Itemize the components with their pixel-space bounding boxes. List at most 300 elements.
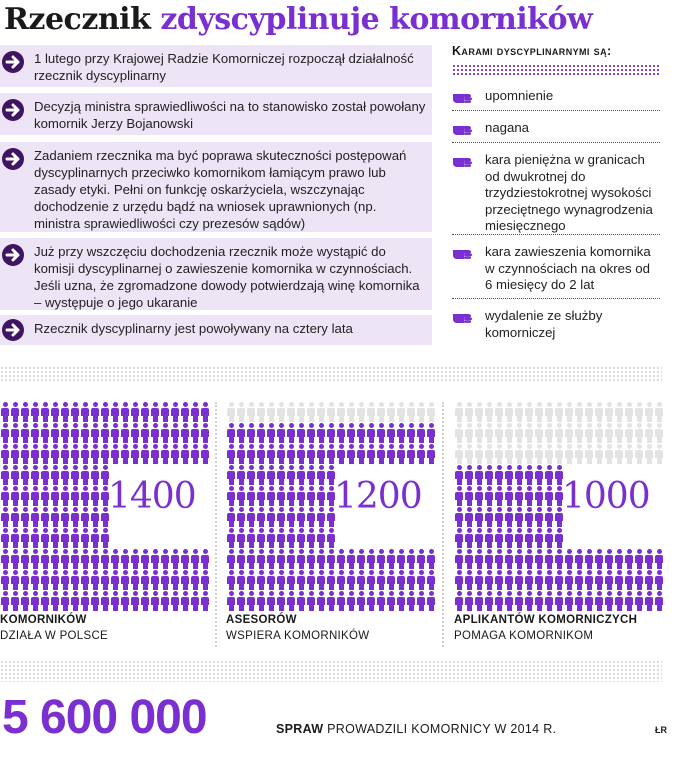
person-icon	[376, 570, 386, 590]
person-icon	[236, 465, 246, 485]
person-icon	[504, 486, 514, 506]
person-icon	[514, 444, 524, 464]
person-icon	[426, 444, 436, 464]
person-icon	[504, 402, 514, 422]
person-icon	[120, 570, 130, 590]
person-icon	[584, 570, 594, 590]
person-icon	[316, 465, 326, 485]
person-icon	[100, 402, 110, 422]
person-icon	[150, 423, 160, 443]
person-icon	[30, 507, 40, 527]
person-icon	[40, 444, 50, 464]
person-icon	[634, 402, 644, 422]
person-icon	[524, 591, 534, 611]
person-icon	[236, 528, 246, 548]
person-icon	[150, 444, 160, 464]
fact-panel	[0, 45, 432, 87]
person-icon	[306, 507, 316, 527]
person-icon	[346, 402, 356, 422]
person-icon	[120, 549, 130, 569]
person-icon	[276, 549, 286, 569]
person-icon	[624, 402, 634, 422]
penalty-text: upomnienie	[485, 88, 554, 103]
person-icon	[316, 570, 326, 590]
person-icon	[464, 402, 474, 422]
person-icon	[454, 570, 464, 590]
person-icon	[0, 570, 10, 590]
penalty-separator	[452, 234, 660, 236]
person-icon	[110, 402, 120, 422]
person-icon	[120, 423, 130, 443]
person-icon	[514, 486, 524, 506]
person-icon	[416, 570, 426, 590]
person-icon	[316, 423, 326, 443]
person-icon	[366, 423, 376, 443]
person-icon	[554, 423, 564, 443]
person-icon	[614, 444, 624, 464]
person-icon	[276, 465, 286, 485]
person-icon	[256, 423, 266, 443]
person-icon	[0, 465, 10, 485]
person-icon	[494, 486, 504, 506]
person-icon	[346, 444, 356, 464]
person-icon	[286, 507, 296, 527]
person-icon	[396, 591, 406, 611]
person-icon	[564, 423, 574, 443]
person-icon	[494, 423, 504, 443]
total-cases-label-bold: SPRAW	[276, 722, 324, 736]
person-icon	[584, 402, 594, 422]
person-icon	[514, 591, 524, 611]
person-icon	[504, 591, 514, 611]
person-icon	[30, 591, 40, 611]
person-icon	[604, 423, 614, 443]
person-icon	[614, 570, 624, 590]
person-icon	[454, 549, 464, 569]
person-icon	[644, 591, 654, 611]
person-icon	[514, 549, 524, 569]
person-icon	[356, 570, 366, 590]
person-icon	[614, 402, 624, 422]
person-icon	[534, 465, 544, 485]
person-icon	[110, 549, 120, 569]
pointing-hand-icon	[452, 152, 478, 168]
person-icon	[504, 444, 514, 464]
person-icon	[396, 570, 406, 590]
person-icon	[236, 507, 246, 527]
person-icon	[130, 549, 140, 569]
person-icon	[296, 507, 306, 527]
person-icon	[50, 591, 60, 611]
person-icon	[484, 549, 494, 569]
person-icon	[514, 423, 524, 443]
person-icon	[406, 591, 416, 611]
person-icon	[416, 549, 426, 569]
person-icon	[474, 402, 484, 422]
person-icon	[534, 444, 544, 464]
pointing-hand-icon	[452, 244, 478, 260]
person-icon	[246, 402, 256, 422]
person-icon	[30, 402, 40, 422]
person-icon	[406, 402, 416, 422]
person-icon	[276, 528, 286, 548]
person-icon	[326, 444, 336, 464]
person-icon	[494, 570, 504, 590]
group-label-bold: KOMORNIKÓW	[0, 614, 87, 626]
person-icon	[266, 591, 276, 611]
person-icon	[426, 549, 436, 569]
person-icon	[346, 570, 356, 590]
group-label: POMAGA KOMORNIKOM	[454, 630, 594, 642]
person-icon	[130, 444, 140, 464]
bottom-dot-band	[0, 660, 662, 682]
person-icon	[190, 570, 200, 590]
person-icon	[524, 402, 534, 422]
person-icon	[0, 528, 10, 548]
person-icon	[60, 423, 70, 443]
person-icon	[534, 528, 544, 548]
person-icon	[654, 570, 664, 590]
person-icon	[80, 486, 90, 506]
person-icon	[276, 486, 286, 506]
person-icon	[226, 570, 236, 590]
person-icon	[70, 444, 80, 464]
person-icon	[226, 423, 236, 443]
person-icon	[296, 549, 306, 569]
person-icon	[296, 423, 306, 443]
person-icon	[296, 486, 306, 506]
person-icon	[180, 549, 190, 569]
person-icon	[316, 402, 326, 422]
person-icon	[10, 423, 20, 443]
person-icon	[376, 591, 386, 611]
person-icon	[316, 591, 326, 611]
person-icon	[644, 549, 654, 569]
person-icon	[190, 591, 200, 611]
person-icon	[246, 528, 256, 548]
person-icon	[574, 549, 584, 569]
person-icon	[286, 444, 296, 464]
person-icon	[80, 402, 90, 422]
person-icon	[406, 570, 416, 590]
person-icon	[100, 591, 110, 611]
person-icon	[416, 444, 426, 464]
person-icon	[80, 591, 90, 611]
person-icon	[306, 486, 316, 506]
person-icon	[386, 570, 396, 590]
person-icon	[60, 444, 70, 464]
person-icon	[70, 528, 80, 548]
person-icon	[316, 528, 326, 548]
person-icon	[50, 507, 60, 527]
person-icon	[90, 528, 100, 548]
person-icon	[100, 570, 110, 590]
person-icon	[624, 591, 634, 611]
person-icon	[236, 549, 246, 569]
person-icon	[266, 570, 276, 590]
person-icon	[60, 465, 70, 485]
person-icon	[286, 423, 296, 443]
person-icon	[534, 486, 544, 506]
person-icon	[256, 507, 266, 527]
fact-panel	[0, 142, 432, 232]
person-icon	[10, 570, 20, 590]
person-icon	[246, 465, 256, 485]
person-icon	[266, 486, 276, 506]
person-icon	[544, 486, 554, 506]
person-icon	[504, 423, 514, 443]
person-icon	[190, 423, 200, 443]
pointing-hand-icon	[452, 120, 478, 136]
person-icon	[474, 444, 484, 464]
person-icon	[296, 528, 306, 548]
person-icon	[654, 444, 664, 464]
penalty-separator	[452, 298, 660, 300]
person-icon	[604, 549, 614, 569]
person-icon	[534, 507, 544, 527]
person-icon	[484, 591, 494, 611]
person-icon	[326, 528, 336, 548]
person-icon	[30, 423, 40, 443]
person-icon	[0, 507, 10, 527]
person-icon	[574, 402, 584, 422]
person-icon	[276, 402, 286, 422]
person-icon	[170, 444, 180, 464]
person-icon	[386, 591, 396, 611]
person-icon	[634, 591, 644, 611]
person-icon	[644, 570, 654, 590]
person-icon	[246, 570, 256, 590]
person-icon	[654, 402, 664, 422]
person-icon	[396, 444, 406, 464]
person-icon	[494, 591, 504, 611]
person-icon	[150, 549, 160, 569]
person-icon	[110, 444, 120, 464]
person-icon	[80, 465, 90, 485]
person-icon	[426, 591, 436, 611]
person-icon	[50, 423, 60, 443]
person-icon	[464, 528, 474, 548]
person-icon	[504, 549, 514, 569]
person-icon	[306, 591, 316, 611]
person-icon	[306, 528, 316, 548]
person-icon	[286, 402, 296, 422]
person-icon	[200, 549, 210, 569]
person-icon	[90, 486, 100, 506]
person-icon	[356, 423, 366, 443]
person-icon	[10, 486, 20, 506]
person-icon	[140, 570, 150, 590]
person-icon	[484, 486, 494, 506]
person-icon	[554, 570, 564, 590]
person-icon	[544, 528, 554, 548]
person-icon	[226, 465, 236, 485]
title-part-1: Rzecznik	[4, 2, 151, 37]
person-icon	[356, 402, 366, 422]
person-icon	[140, 591, 150, 611]
person-icon	[100, 444, 110, 464]
person-icon	[564, 549, 574, 569]
person-icon	[110, 591, 120, 611]
person-icon	[60, 570, 70, 590]
person-icon	[276, 423, 286, 443]
person-icon	[10, 549, 20, 569]
person-icon	[544, 402, 554, 422]
person-icon	[20, 528, 30, 548]
person-icon	[226, 402, 236, 422]
person-icon	[70, 570, 80, 590]
person-icon	[30, 465, 40, 485]
person-icon	[40, 486, 50, 506]
penalty-separator	[452, 142, 660, 144]
person-icon	[634, 549, 644, 569]
person-icon	[594, 423, 604, 443]
person-icon	[594, 402, 604, 422]
person-icon	[140, 423, 150, 443]
person-icon	[0, 423, 10, 443]
person-icon	[10, 591, 20, 611]
person-icon	[356, 591, 366, 611]
person-icon	[70, 486, 80, 506]
person-icon	[474, 486, 484, 506]
fact-text: 1 lutego przy Krajowej Radzie Komorniczej rozpoczął działalność rzecznik dyscyplinarny	[34, 51, 414, 83]
person-icon	[386, 402, 396, 422]
person-icon	[584, 444, 594, 464]
person-icon	[634, 444, 644, 464]
person-icon	[286, 549, 296, 569]
person-icon	[0, 444, 10, 464]
group-value: 1400	[108, 476, 196, 517]
person-icon	[266, 402, 276, 422]
person-icon	[366, 444, 376, 464]
person-icon	[306, 423, 316, 443]
person-icon	[306, 402, 316, 422]
person-icon	[634, 570, 644, 590]
person-icon	[20, 486, 30, 506]
person-icon	[336, 402, 346, 422]
penalties-dot-band	[452, 64, 660, 76]
person-icon	[524, 570, 534, 590]
person-icon	[160, 570, 170, 590]
person-icon	[376, 423, 386, 443]
fact-panel	[0, 93, 432, 135]
person-icon	[40, 570, 50, 590]
person-icon	[504, 507, 514, 527]
person-icon	[256, 465, 266, 485]
person-icon	[614, 549, 624, 569]
person-icon	[200, 570, 210, 590]
fact-panel	[0, 238, 432, 310]
group-separator	[215, 402, 217, 647]
person-icon	[100, 423, 110, 443]
person-icon	[574, 444, 584, 464]
person-icon	[604, 570, 614, 590]
person-icon	[346, 591, 356, 611]
person-icon	[474, 570, 484, 590]
person-icon	[0, 591, 10, 611]
person-icon	[90, 549, 100, 569]
person-icon	[654, 591, 664, 611]
penalties-title: Karami dyscyplinarnymi są:	[452, 44, 612, 58]
page-title	[4, 2, 592, 37]
person-icon	[376, 549, 386, 569]
person-icon	[180, 423, 190, 443]
total-cases-value: 5 600 000	[2, 691, 207, 744]
person-icon	[474, 507, 484, 527]
person-icon	[464, 486, 474, 506]
person-icon	[554, 444, 564, 464]
person-icon	[236, 570, 246, 590]
person-icon	[296, 402, 306, 422]
person-icon	[584, 423, 594, 443]
person-icon	[266, 549, 276, 569]
person-icon	[90, 591, 100, 611]
person-icon	[524, 486, 534, 506]
person-icon	[40, 465, 50, 485]
person-icon	[256, 528, 266, 548]
person-icon	[494, 444, 504, 464]
person-icon	[336, 591, 346, 611]
group-label: WSPIERA KOMORNIKÓW	[226, 630, 370, 642]
person-icon	[396, 402, 406, 422]
person-icon	[160, 402, 170, 422]
person-icon	[336, 444, 346, 464]
person-icon	[484, 465, 494, 485]
person-icon	[454, 507, 464, 527]
person-icon	[544, 423, 554, 443]
person-icon	[474, 591, 484, 611]
person-icon	[70, 507, 80, 527]
penalty-text: nagana	[485, 120, 530, 135]
person-icon	[10, 528, 20, 548]
person-icon	[296, 465, 306, 485]
person-icon	[544, 570, 554, 590]
person-icon	[564, 591, 574, 611]
person-icon	[180, 570, 190, 590]
person-icon	[90, 507, 100, 527]
person-icon	[10, 444, 20, 464]
person-icon	[20, 444, 30, 464]
person-icon	[296, 570, 306, 590]
person-icon	[256, 402, 266, 422]
person-icon	[524, 507, 534, 527]
person-icon	[50, 528, 60, 548]
person-icon	[454, 528, 464, 548]
person-icon	[326, 570, 336, 590]
arrow-right-circle-icon	[2, 51, 24, 73]
person-icon	[40, 423, 50, 443]
person-icon	[60, 402, 70, 422]
person-icon	[90, 423, 100, 443]
person-icon	[494, 549, 504, 569]
person-icon	[554, 591, 564, 611]
person-icon	[366, 591, 376, 611]
person-icon	[316, 444, 326, 464]
person-icon	[336, 549, 346, 569]
person-icon	[524, 444, 534, 464]
person-icon	[20, 591, 30, 611]
person-icon	[524, 423, 534, 443]
person-icon	[316, 549, 326, 569]
source-credit: ŁR	[655, 725, 667, 735]
person-icon	[306, 570, 316, 590]
person-icon	[190, 549, 200, 569]
person-icon	[634, 423, 644, 443]
person-icon	[574, 591, 584, 611]
person-icon	[296, 444, 306, 464]
person-icon	[40, 591, 50, 611]
person-icon	[180, 591, 190, 611]
